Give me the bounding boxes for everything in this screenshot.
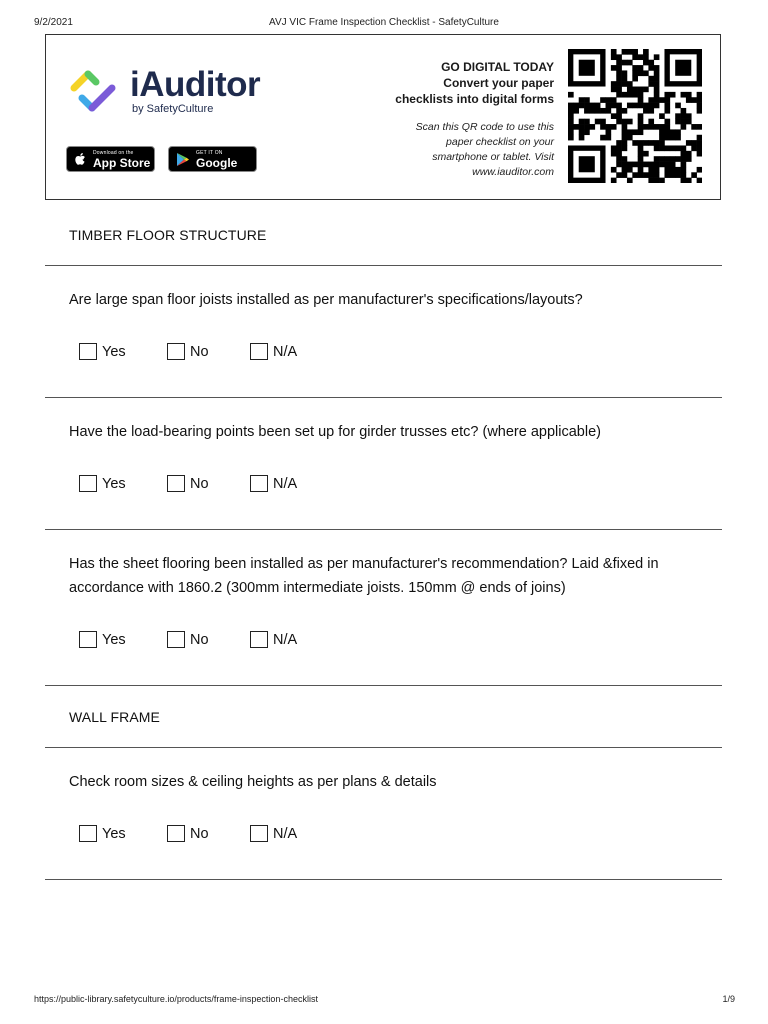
qr-note-line: Scan this QR code to use this — [415, 121, 554, 133]
divider — [45, 685, 722, 686]
google-play-small-text: GET IT ON — [196, 150, 223, 156]
print-date: 9/2/2021 — [34, 17, 73, 28]
checkbox[interactable] — [250, 825, 268, 842]
checkbox[interactable] — [250, 343, 268, 360]
option-label: No — [190, 826, 209, 842]
question-line: accordance with 1860.2 (300mm intermediate joists. 150mm @ ends of joins) — [69, 580, 566, 596]
app-store-small-text: Download on the — [93, 150, 134, 156]
checkbox[interactable] — [79, 825, 97, 842]
checkbox[interactable] — [250, 475, 268, 492]
checkbox[interactable] — [167, 825, 185, 842]
option-label: No — [190, 476, 209, 492]
answer-options — [79, 631, 379, 651]
option-label: N/A — [273, 476, 298, 492]
print-header — [0, 17, 768, 31]
section-heading-wall-frame: WALL FRAME — [69, 709, 160, 725]
google-play-icon — [176, 152, 190, 167]
print-footer — [0, 994, 768, 1008]
option-label: N/A — [273, 632, 298, 648]
app-store-label: App Store — [93, 156, 151, 170]
checkbox[interactable] — [79, 475, 97, 492]
question-line: Has the sheet flooring been installed as per manufacturer's recommendation? Laid &fixed in — [69, 556, 659, 572]
google-play-button[interactable] — [168, 146, 257, 184]
cta-line: checklists into digital forms — [395, 92, 554, 106]
answer-options — [79, 343, 379, 363]
qr-note-line: paper checklist on your — [446, 136, 554, 148]
divider — [45, 397, 722, 398]
option-label: Yes — [102, 632, 126, 648]
google-play-label: Google Play — [196, 156, 238, 184]
qr-note-line: www.iauditor.com — [472, 166, 554, 178]
option-label: No — [190, 632, 209, 648]
answer-options — [79, 475, 379, 495]
section-heading-timber-floor: TIMBER FLOOR STRUCTURE — [69, 227, 267, 243]
divider — [45, 747, 722, 748]
print-title: AVJ VIC Frame Inspection Checklist - SafetyCulture — [269, 17, 499, 28]
qr-note-line: smartphone or tablet. Visit — [432, 151, 554, 163]
question-room-sizes: Check room sizes & ceiling heights as per plans & details — [69, 774, 437, 790]
option-label: Yes — [102, 826, 126, 842]
promo-banner — [45, 34, 721, 200]
checkbox[interactable] — [79, 631, 97, 648]
cta-title: GO DIGITAL TODAY — [441, 60, 554, 74]
checkbox[interactable] — [250, 631, 268, 648]
divider — [45, 265, 722, 266]
iauditor-logo-icon — [66, 68, 120, 118]
checkbox[interactable] — [167, 475, 185, 492]
brand-subtitle: by SafetyCulture — [132, 103, 214, 115]
checkbox[interactable] — [167, 631, 185, 648]
option-label: No — [190, 344, 209, 360]
app-store-button[interactable] — [66, 146, 155, 172]
option-label: N/A — [273, 344, 298, 360]
divider — [45, 879, 722, 880]
option-label: N/A — [273, 826, 298, 842]
option-label: Yes — [102, 344, 126, 360]
cta-line: Convert your paper — [443, 76, 554, 90]
answer-options — [79, 825, 379, 845]
go-digital-callout — [294, 59, 554, 180]
checkbox[interactable] — [167, 343, 185, 360]
checkbox[interactable] — [79, 343, 97, 360]
page-url[interactable]: https://public-library.safetyculture.io/products/frame-inspection-checklist — [34, 994, 318, 1004]
apple-icon — [74, 152, 86, 166]
brand-name: iAuditor — [130, 65, 261, 104]
option-label: Yes — [102, 476, 126, 492]
question-load-bearing: Have the load-bearing points been set up for girder trusses etc? (where applicable) — [69, 424, 601, 440]
page-number: 1/9 — [722, 994, 735, 1004]
divider — [45, 529, 722, 530]
qr-code-icon[interactable] — [568, 49, 702, 183]
question-floor-joists: Are large span floor joists installed as per manufacturer's specifications/layouts? — [69, 292, 583, 308]
question-sheet-flooring — [69, 552, 709, 600]
